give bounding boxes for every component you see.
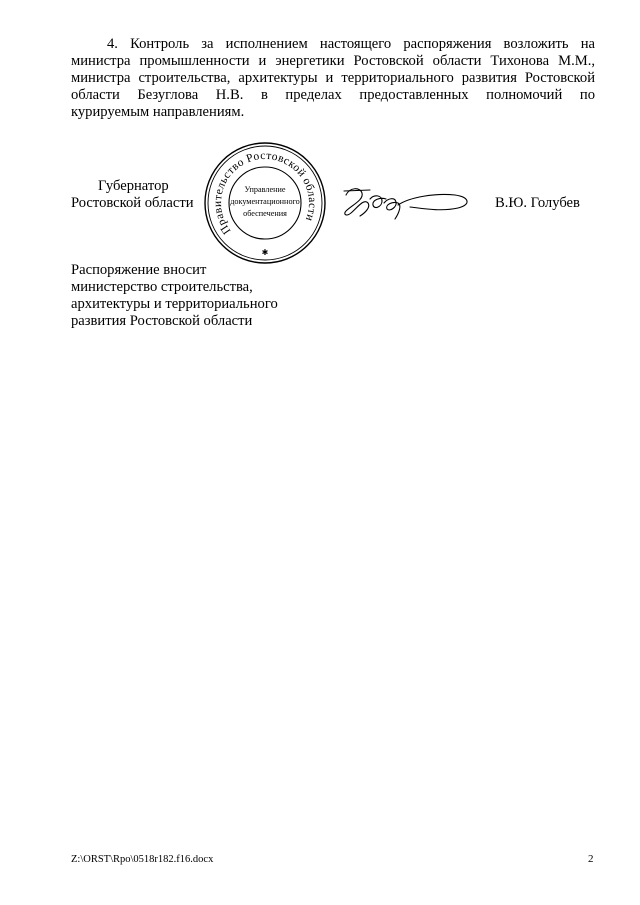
paragraph-line: курируемым направлениям. [71, 104, 245, 120]
page-number: 2 [588, 853, 594, 865]
signatory-position: Губернатор [98, 178, 169, 194]
introducer-note [71, 262, 278, 330]
official-seal [202, 140, 328, 266]
footer-file-path: Z:\ORST\Rpo\0518r182.f16.docx [71, 854, 214, 865]
seal-outer-text: Правительство Ростовской области [211, 149, 319, 237]
introducer-line: архитектуры и территориального [71, 296, 278, 312]
seal-inner-line-1: Управление [244, 185, 286, 194]
introducer-line: Распоряжение вносит [71, 262, 207, 278]
signatory-region: Ростовской области [71, 195, 194, 211]
signer-name: В.Ю. Голубев [495, 195, 580, 211]
seal-star-icon: ✱ [261, 248, 269, 257]
control-paragraph [71, 36, 595, 121]
paragraph-line: министра промышленности и энергетики Ростовской области Тихонова М.М., [71, 53, 595, 69]
introducer-line: развития Ростовской области [71, 313, 253, 329]
handwritten-signature [340, 183, 475, 228]
paragraph-line: министра строительства, архитектуры и территориального развития Ростовской [71, 70, 595, 86]
seal-inner-line-2: документационного [230, 197, 300, 206]
paragraph-line: 4. Контроль за исполнением настоящего распоряжения возложить на [107, 36, 595, 52]
seal-inner-line-3: обеспечения [243, 209, 287, 218]
introducer-line: министерство строительства, [71, 279, 253, 295]
paragraph-line: области Безуглова Н.В. в пределах предоставленных полномочий по [71, 87, 595, 103]
